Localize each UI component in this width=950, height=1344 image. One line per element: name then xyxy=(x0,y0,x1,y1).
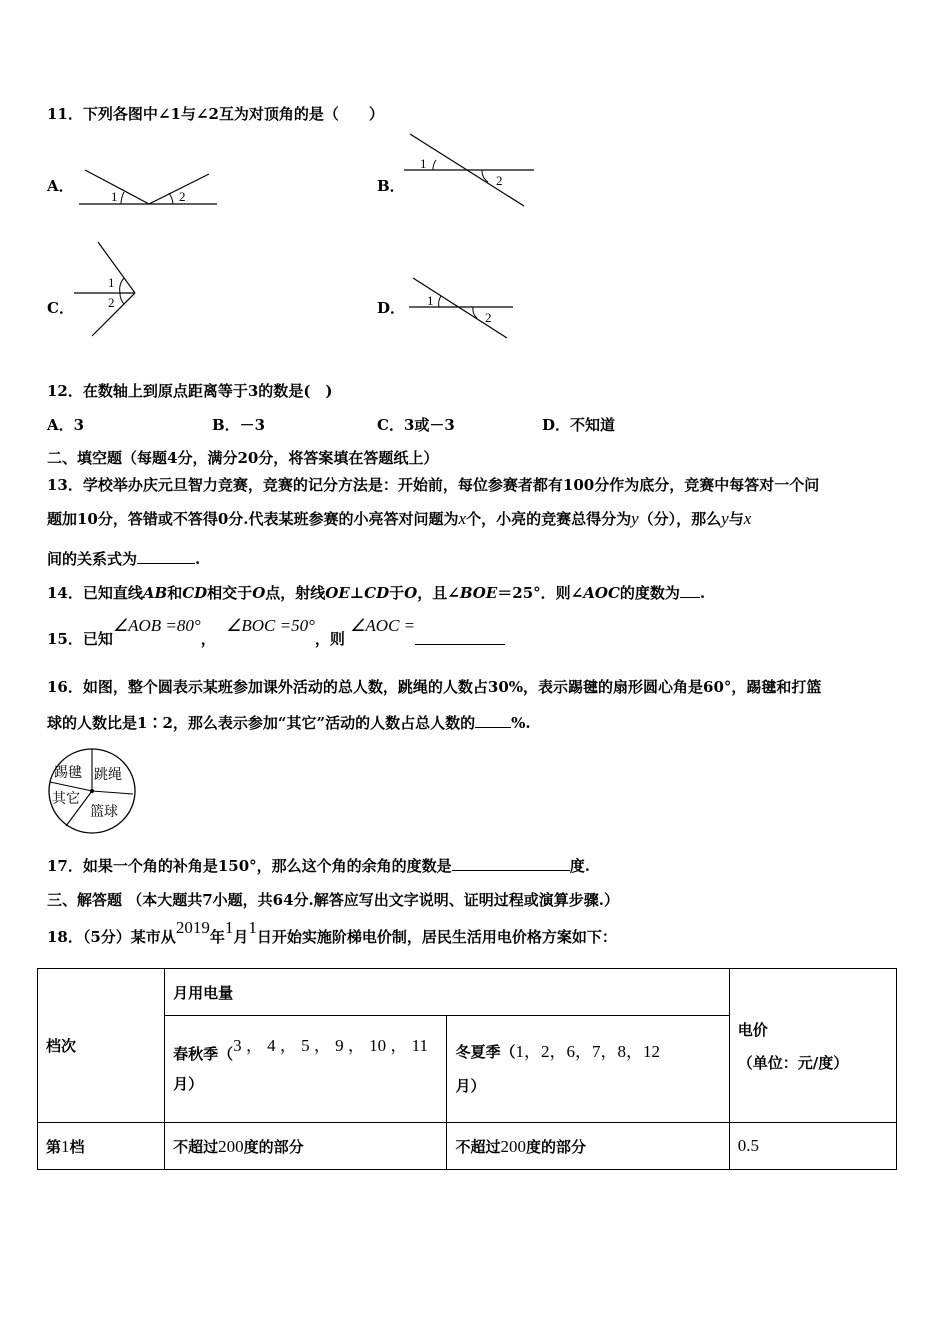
q15-text-b: ， xyxy=(200,630,216,648)
q16-line2 xyxy=(47,712,531,733)
row-price xyxy=(729,1123,896,1170)
q16-line2-text: 球的人数比是1∶2，那么表示参加“其它”活动的人数占总人数的 xyxy=(47,714,476,732)
q17-text-a: 17．如果一个角的补角是150°，那么这个角的余角的度数是 xyxy=(47,857,452,875)
q11-option-d-label: D． xyxy=(377,299,406,317)
q15-expr-aob: ∠AOB =80° xyxy=(112,616,201,635)
header-usage: 月用电量 xyxy=(165,969,730,1016)
fig-c-angle2-label: 2 xyxy=(108,295,115,310)
q13-answer-blank[interactable] xyxy=(137,563,195,564)
q14-cd: CD xyxy=(182,584,208,602)
fig-c-arc2 xyxy=(120,293,124,304)
q14-text-b: 和 xyxy=(167,584,183,602)
row-spring-autumn xyxy=(165,1123,447,1170)
q11-figure-b xyxy=(400,130,540,210)
q13-line2 xyxy=(47,508,751,529)
q11-option-c-label: C． xyxy=(47,299,74,317)
summer-winter-months: 1，2，6，7，8，12 xyxy=(515,1042,660,1061)
row-tier xyxy=(38,1123,165,1170)
row-price-value: 0.5 xyxy=(737,1136,760,1155)
q13-var-y-2: y xyxy=(721,509,729,528)
q14-text-g: ＝25°．则∠ xyxy=(497,584,584,602)
header-price-unit: （单位：元/度） xyxy=(737,1053,849,1072)
q13-var-y: y xyxy=(631,509,639,528)
fig-d-angle1-label: 1 xyxy=(427,293,434,308)
pie-divider-left xyxy=(50,782,92,791)
q17-answer-blank[interactable] xyxy=(452,870,570,871)
q13-line3-end: . xyxy=(195,550,201,568)
q13-line2-text-a: 题加10分，答错或不答得0分.代表某班参赛的小亮答对问题为 xyxy=(47,510,459,528)
q14-answer-blank[interactable] xyxy=(680,597,700,598)
q18-day: 1 xyxy=(248,918,257,937)
q14-text-h: 的度数为 xyxy=(619,584,680,602)
q14-o-2: O xyxy=(404,584,418,602)
q13-line3-text: 间的关系式为 xyxy=(47,550,138,568)
q13-var-x-2: x xyxy=(743,509,752,528)
q14-text-c: 相交于 xyxy=(207,584,253,602)
row-sw-text-b: 度的部分 xyxy=(525,1137,586,1156)
fig-b-arc1 xyxy=(433,160,436,170)
summer-winter-label: 冬夏季（ xyxy=(455,1043,516,1061)
q18-text-b: 年 xyxy=(209,928,225,946)
fig-b-angle2-label: 2 xyxy=(496,173,503,188)
q14-text-f: ，且∠ xyxy=(417,584,460,602)
section2-heading: 二、填空题（每题4分，满分20分，将答案填在答题纸上） xyxy=(47,449,439,467)
row-sw-num: 200 xyxy=(500,1136,526,1156)
q18-text-c: 月 xyxy=(233,928,249,946)
header-price xyxy=(729,969,896,1123)
q15-text-a: 15．已知 xyxy=(47,630,113,648)
fig-a-angle2-label: 2 xyxy=(179,189,186,204)
q14-aoc: AOC xyxy=(583,584,620,602)
row-summer-winter xyxy=(447,1123,729,1170)
q14-stem xyxy=(47,582,705,603)
row-tier-suffix: 档 xyxy=(69,1137,85,1156)
q14-o: O xyxy=(252,584,266,602)
q11-figure-a xyxy=(75,160,225,212)
q13-line2-text-b: 个，小亮的竞赛总得分为 xyxy=(466,510,632,528)
q14-text-i: . xyxy=(699,584,706,602)
fig-d-transversal xyxy=(413,278,507,338)
q18-month: 1 xyxy=(224,918,234,937)
q18-year: 2019 xyxy=(175,918,210,937)
q12-option-c: C．3或－3 xyxy=(377,416,455,434)
q14-text-d: 点，射线 xyxy=(265,584,326,602)
header-summer-winter xyxy=(447,1016,729,1123)
q15-text-c: ，则 xyxy=(314,630,345,648)
q18-text-a: 18．（5分）某市从 xyxy=(47,928,176,946)
q15-answer-blank[interactable] xyxy=(415,644,505,645)
q12-option-d: D．不知道 xyxy=(542,416,616,434)
q14-boe: BOE xyxy=(459,584,498,602)
q11-figure-c xyxy=(72,240,142,340)
q13-line2-text-d: 与 xyxy=(728,510,744,528)
q14-oe-perp-cd: OE⊥CD xyxy=(325,584,390,602)
pie-label-tijian: 踢毽 xyxy=(54,765,82,781)
q11-option-a-label: A． xyxy=(47,177,74,195)
q11-stem: 11．下列各图中∠1与∠2互为对顶角的是（ ） xyxy=(47,105,384,123)
summer-winter-end: 月） xyxy=(455,1077,486,1095)
q15-stem xyxy=(47,615,505,648)
q13-line3 xyxy=(47,548,200,569)
spring-autumn-end: 月） xyxy=(173,1075,204,1093)
row-sa-text-b: 度的部分 xyxy=(243,1137,304,1156)
q11-option-b-label: B． xyxy=(377,177,405,195)
q14-text-a: 14．已知直线 xyxy=(47,584,143,602)
row-sa-text-a: 不超过 xyxy=(173,1137,219,1156)
section3-heading: 三、解答题 （本大题共7小题，共64分.解答应写出文字说明、证明过程或演算步骤.） xyxy=(47,891,619,909)
q12-stem: 12．在数轴上到原点距离等于3的数是( ) xyxy=(47,382,333,400)
q15-expr-aoc: ∠AOC = xyxy=(350,616,416,635)
fig-a-arc2 xyxy=(169,193,173,204)
header-tier: 档次 xyxy=(38,969,165,1123)
pie-label-tiaosheng: 跳绳 xyxy=(94,767,122,783)
q12-option-b: B．－3 xyxy=(212,416,266,434)
q16-answer-blank[interactable] xyxy=(475,727,511,728)
q13-var-x: x xyxy=(458,509,467,528)
q11-figure-d xyxy=(405,272,517,344)
fig-c-arc1 xyxy=(120,278,124,293)
q15-expr-boc: ∠BOC =50° xyxy=(226,616,315,635)
pie-center xyxy=(90,789,94,793)
fig-d-arc1 xyxy=(439,296,441,307)
q16-pie-chart xyxy=(44,746,140,836)
pie-label-lanqiu: 篮球 xyxy=(90,804,118,820)
fig-c-ray-up xyxy=(98,242,135,293)
q18-text-d: 日开始实施阶梯电价制，居民生活用电价格方案如下： xyxy=(256,928,617,946)
fig-c-angle1-label: 1 xyxy=(108,275,115,290)
q18-stem xyxy=(47,918,617,947)
table-row xyxy=(38,1123,897,1170)
header-spring-autumn xyxy=(165,1016,447,1123)
pie-label-qita: 其它 xyxy=(52,791,80,807)
table-header-row-1 xyxy=(38,969,897,1016)
q17-stem xyxy=(47,855,590,876)
pie-divider-right xyxy=(92,791,133,794)
row-tier-num: 1 xyxy=(61,1136,70,1156)
row-sw-text-a: 不超过 xyxy=(455,1137,501,1156)
header-price-label: 电价 xyxy=(737,1020,768,1039)
q13-line2-text-c: （分），那么 xyxy=(638,510,722,528)
q17-text-b: 度. xyxy=(569,857,590,875)
fig-b-angle1-label: 1 xyxy=(420,156,427,171)
q14-ab: AB xyxy=(142,584,168,602)
q16-line1: 16．如图，整个圆表示某班参加课外活动的总人数，跳绳的人数占30%，表示踢毽的扇形圆心角是60°，踢毽和打篮 xyxy=(47,678,822,696)
q16-line2-end: %. xyxy=(511,714,531,732)
fig-a-arc1 xyxy=(121,192,124,204)
q12-option-a: A．3 xyxy=(47,416,85,434)
row-sa-num: 200 xyxy=(218,1136,244,1156)
q13-line1: 13．学校举办庆元旦智力竞赛，竞赛的记分方法是：开始前，每位参赛者都有100分作为底分，竞赛中每答对一个问 xyxy=(47,476,820,494)
fig-a-angle1-label: 1 xyxy=(111,189,118,204)
fig-d-angle2-label: 2 xyxy=(485,310,492,325)
electricity-price-table xyxy=(37,968,897,1170)
spring-autumn-label: 春秋季（ xyxy=(173,1045,234,1063)
row-tier-prefix: 第 xyxy=(46,1137,62,1156)
spring-autumn-months: 3 ， 4 ， 5 ， 9 ， 10 ， 11 xyxy=(233,1036,429,1055)
q14-text-e: 于 xyxy=(389,584,405,602)
